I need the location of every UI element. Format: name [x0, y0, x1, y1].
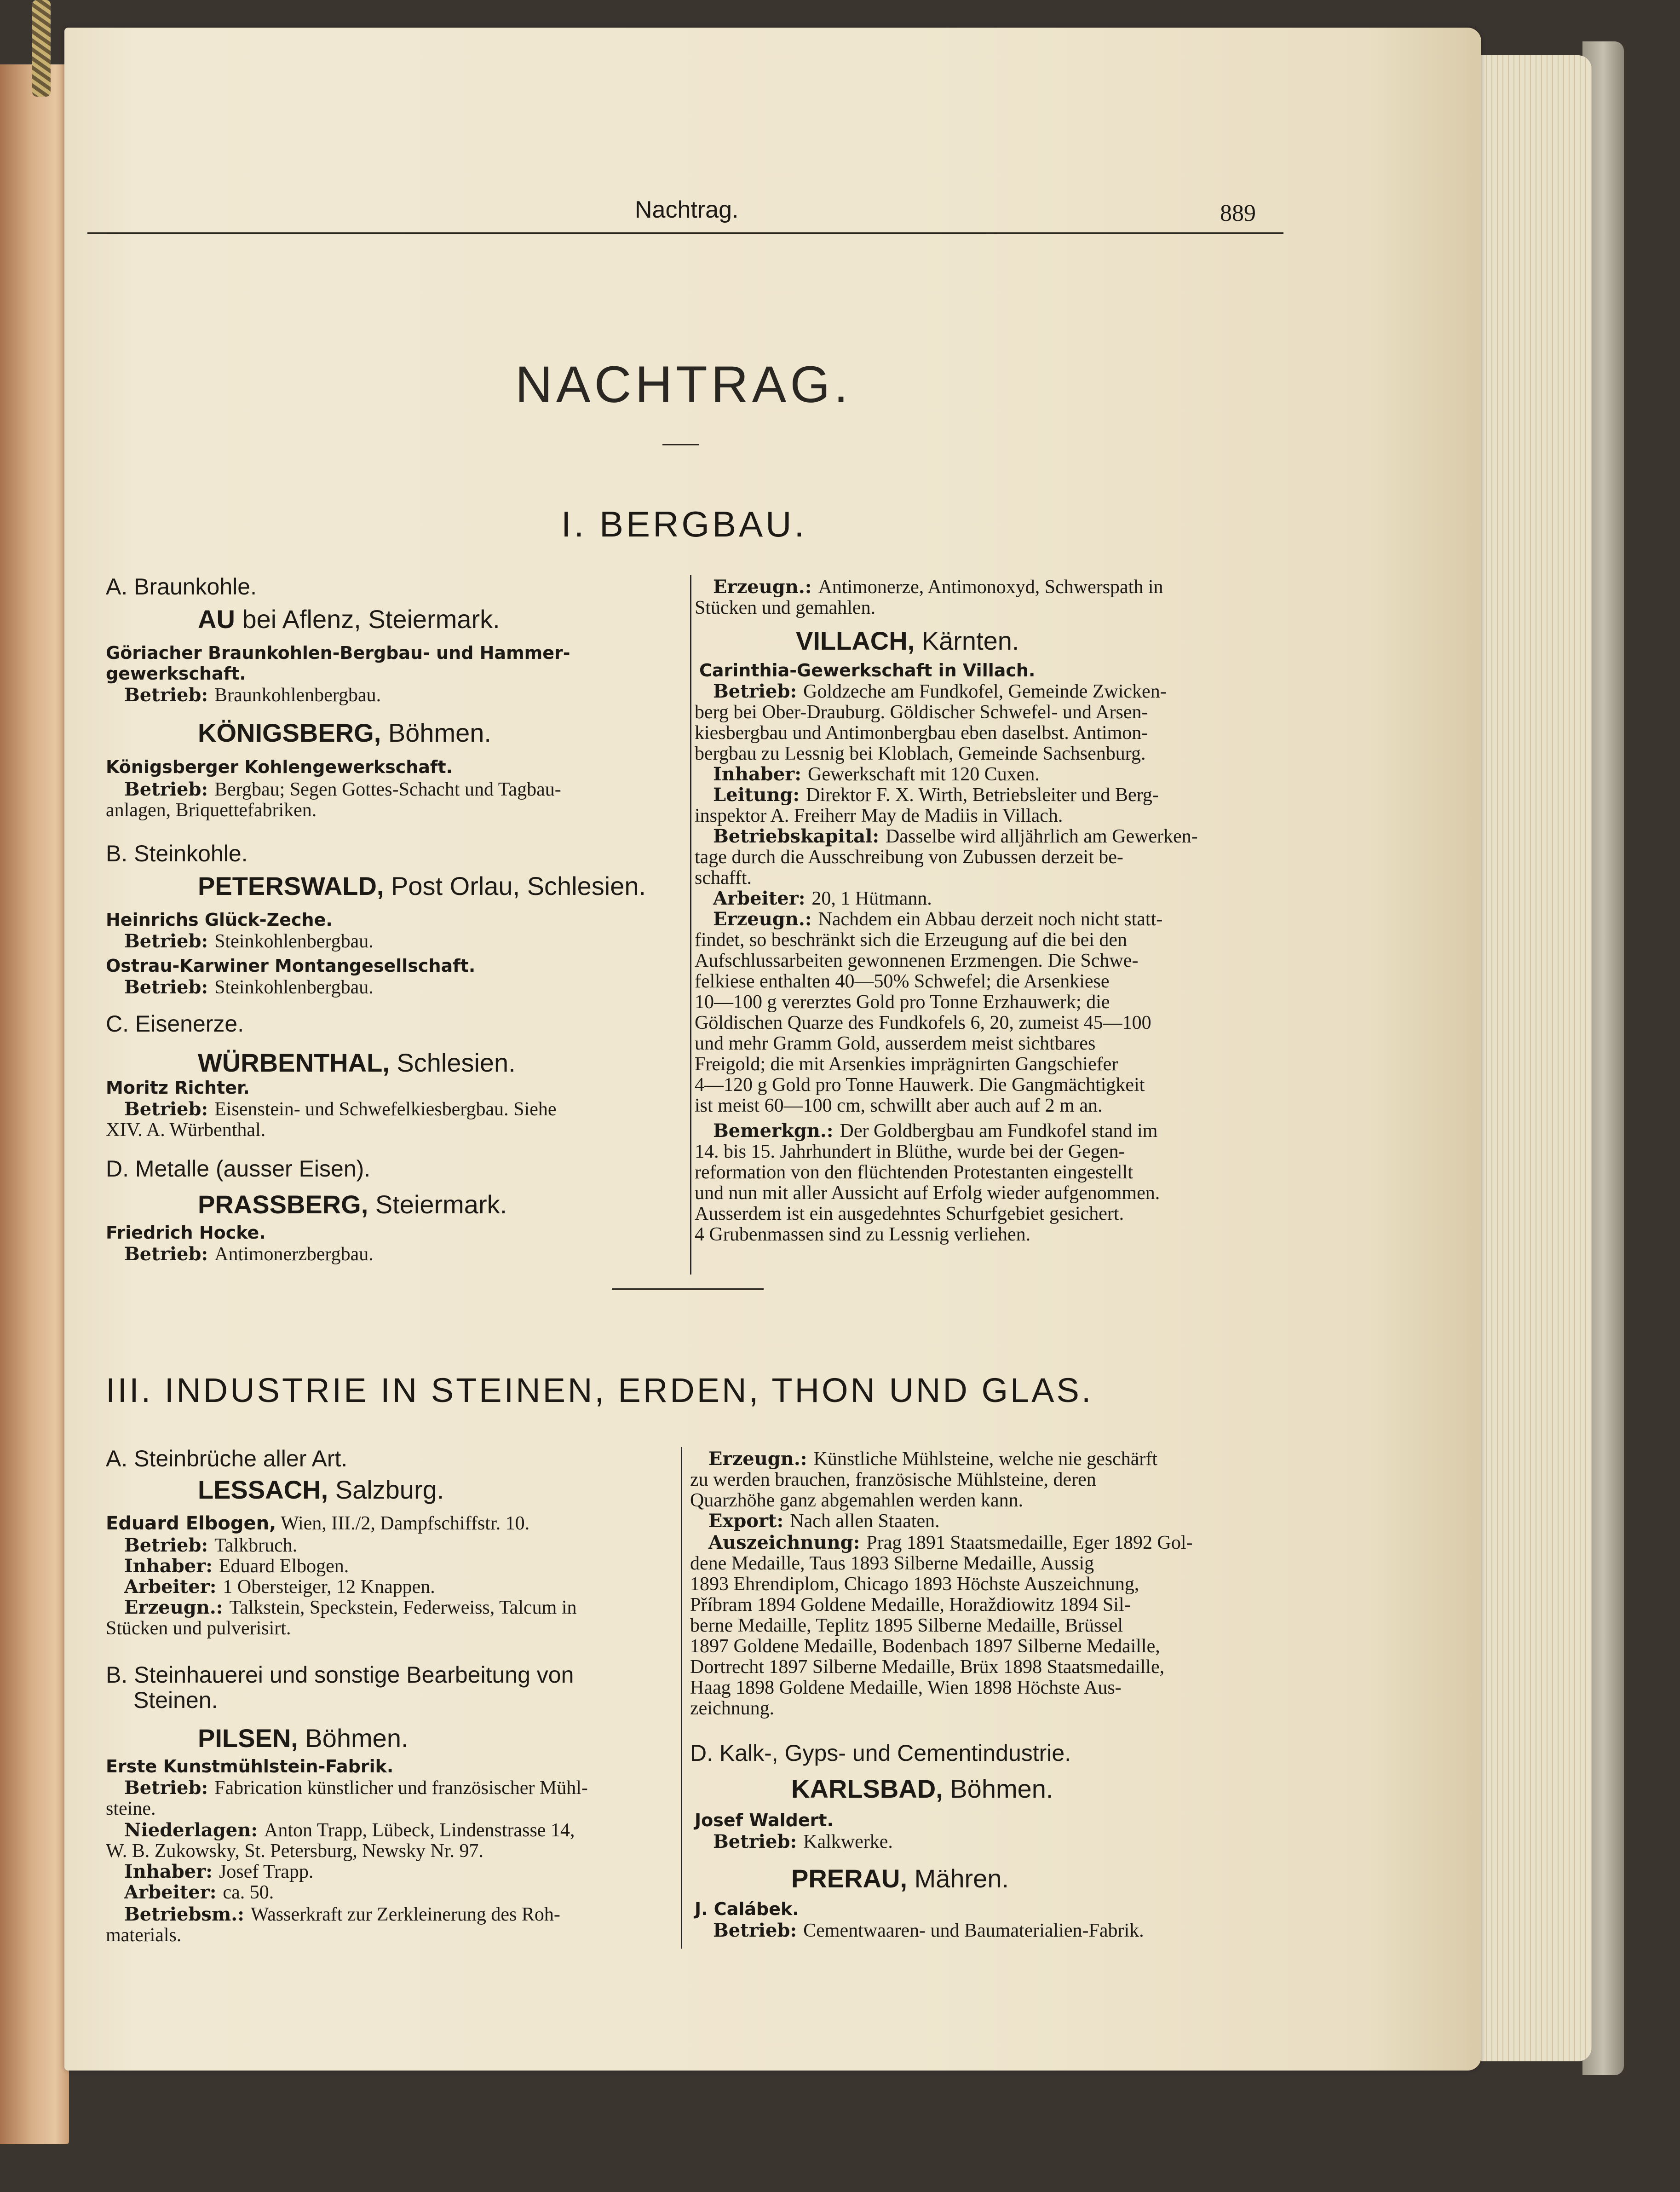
- entry-lessach-heading: [198, 1477, 444, 1503]
- city-prerau: PRERAU,: [791, 1864, 908, 1893]
- label-arbeiter: Arbeiter:: [124, 1576, 223, 1598]
- line-villach-inhaber: [713, 765, 1040, 784]
- line-au-betrieb: [124, 686, 381, 705]
- line-villach-erzeugn-10: ist meist 60—100 cm, schwillt aber auch auf 2 m an.: [695, 1095, 1103, 1116]
- line-wb-betrieb-2: XIV. A. Würbenthal.: [106, 1119, 266, 1141]
- line-villach-bemerkgn-1: [713, 1121, 1157, 1141]
- entry-villach-heading: [796, 628, 1019, 654]
- line-pilsen-auszeichnung-4: Příbram 1894 Goldene Medaille, Horaždiowitz 1894 Sil-: [690, 1594, 1131, 1615]
- label-betrieb: Betrieb:: [124, 1098, 215, 1120]
- label-betrieb: Betrieb:: [124, 1243, 215, 1265]
- line-villach-betrieb-4: bergbau zu Lessnig bei Kloblach, Gemeinde Sachsenburg.: [695, 743, 1146, 764]
- value-villach-arbeiter: 20, 1 Hütmann.: [811, 888, 932, 909]
- label-inhaber: Inhaber:: [713, 763, 808, 785]
- city-au: AU: [198, 605, 235, 634]
- firm-konigsberger: Königsberger Kohlengewerkschaft.: [106, 757, 453, 777]
- line-pilsen-inhaber: [124, 1862, 313, 1881]
- line-lessach-inhaber: [124, 1557, 349, 1576]
- label-erzeugn: Erzeugn.:: [713, 576, 818, 598]
- value-prerau-betrieb: Cementwaaren- und Baumaterialien-Fabrik.: [803, 1920, 1144, 1941]
- left-page-edge: [0, 64, 69, 2144]
- section-b-steinkohle: B. Steinkohle.: [106, 841, 248, 866]
- firm-heinrichs: Heinrichs Glück-Zeche.: [106, 910, 333, 930]
- line-pilsen-auszeichnung-2: dene Medaille, Taus 1893 Silberne Medaille, Aussig: [690, 1553, 1094, 1574]
- value-lessach-inhaber: Eduard Elbogen.: [219, 1556, 349, 1577]
- entry-konigsberg-heading: [198, 720, 491, 746]
- line-pilsen-niederlagen-2: W. B. Zukowsky, St. Petersburg, Newsky Nr. 97.: [106, 1840, 483, 1862]
- value-pilsen-betriebsm-1: Wasserkraft zur Zerkleinerung des Roh-: [250, 1904, 560, 1925]
- value-villach-erzeugn-1: Nachdem ein Abbau derzeit noch nicht statt-: [818, 909, 1163, 930]
- value-lessach-betrieb: Talkbruch.: [214, 1535, 298, 1556]
- region-peterswald: Post Orlau, Schlesien.: [384, 871, 646, 900]
- line-pilsen-erzeugn-2: zu werden brauchen, französische Mühlsteine, deren: [690, 1469, 1096, 1490]
- line-pilsen-auszeichnung-5: berne Medaille, Teplitz 1895 Silberne Medaille, Brüssel: [690, 1615, 1123, 1636]
- value-au-betrieb: Braunkohlenbergbau.: [214, 685, 381, 706]
- value-karlsbad-betrieb: Kalkwerke.: [803, 1831, 893, 1852]
- firm-goriacher-2: gewerkschaft.: [106, 663, 246, 684]
- section-separator-rule: [612, 1288, 764, 1290]
- region-au: bei Aflenz, Steiermark.: [235, 605, 500, 634]
- entry-pilsen-heading: [198, 1725, 408, 1752]
- label-betrieb: Betrieb:: [713, 1831, 804, 1852]
- value-pilsen-erzeugn-1: Künstliche Mühlsteine, welche nie geschärft: [813, 1448, 1158, 1470]
- value-villach-betrieb-1: Goldzeche am Fundkofel, Gemeinde Zwicken-: [803, 681, 1167, 702]
- line-villach-erzeugn-7: und mehr Gramm Gold, ausserdem meist sichtbares: [695, 1033, 1096, 1054]
- part3-heading: III. INDUSTRIE IN STEINEN, ERDEN, THON UND GLAS.: [106, 1371, 1093, 1409]
- section-d-kalk: D. Kalk-, Gyps- und Cementindustrie.: [690, 1740, 1071, 1766]
- line-villach-leitung-1: [713, 785, 1159, 805]
- region-konigsberg: Böhmen.: [381, 718, 491, 747]
- label-erzeugn: Erzeugn.:: [124, 1597, 230, 1618]
- line-villach-erzeugn-5: 10—100 g vererztes Gold pro Tonne Erzhauwerk; die: [695, 992, 1110, 1013]
- line-pilsen-auszeichnung-7: Dortrecht 1897 Silberne Medaille, Brüx 1898 Staatsmedaille,: [690, 1656, 1165, 1678]
- label-betrieb: Betrieb:: [713, 1920, 804, 1941]
- column-divider-part3: [681, 1447, 682, 1949]
- section-a-braunkohle: A. Braunkohle.: [106, 574, 257, 600]
- label-arbeiter: Arbeiter:: [124, 1881, 223, 1903]
- line-pilsen-niederlagen-1: [124, 1821, 575, 1840]
- line-erzeugn-2: Stücken und gemahlen.: [695, 597, 876, 618]
- entry-prassberg-heading: [198, 1192, 507, 1218]
- section-d-metalle: D. Metalle (ausser Eisen).: [106, 1156, 371, 1182]
- line-pilsen-erzeugn-3: Quarzhöhe ganz abgemahlen werden kann.: [690, 1490, 1024, 1511]
- line-kb-betrieb-2: anlagen, Briquettefabriken.: [106, 800, 317, 821]
- value-pilsen-export: Nach allen Staaten.: [790, 1511, 940, 1532]
- line-villach-erzeugn-3: Aufschlussarbeiten gewonnenen Erzmengen. Die Schwe-: [695, 950, 1139, 971]
- value-villach-inhaber: Gewerkschaft mit 120 Cuxen.: [807, 764, 1040, 785]
- label-erzeugn: Erzeugn.:: [708, 1448, 814, 1470]
- city-konigsberg: KÖNIGSBERG,: [198, 718, 381, 747]
- line-pilsen-auszeichnung-9: zeichnung.: [690, 1698, 775, 1719]
- line-kb-betrieb-1: [124, 780, 561, 799]
- city-pilsen: PILSEN,: [198, 1724, 298, 1753]
- header-rule: [87, 232, 1283, 234]
- value-pb-betrieb: Antimonerzbergbau.: [214, 1244, 374, 1265]
- section-b-steinhauerei-1: B. Steinhauerei und sonstige Bearbeitung von: [106, 1662, 574, 1688]
- line-pw-betrieb-1: [124, 932, 374, 951]
- label-auszeichnung: Auszeichnung:: [708, 1532, 867, 1553]
- line-erzeugn-1: [713, 577, 1163, 597]
- entry-wurbenthal-heading: [198, 1050, 516, 1076]
- line-villach-erzeugn-9: 4—120 g Gold pro Tonne Hauwerk. Die Gangmächtigkeit: [695, 1074, 1145, 1096]
- entry-prerau-heading: [791, 1866, 1009, 1892]
- value-villach-kapital-1: Dasselbe wird alljährlich am Gewerken-: [886, 826, 1198, 847]
- city-villach: VILLACH,: [796, 626, 915, 655]
- section-a-steinbruche: A. Steinbrüche aller Art.: [106, 1446, 348, 1471]
- label-inhaber: Inhaber:: [124, 1861, 219, 1882]
- firm-moritz-richter: Moritz Richter.: [106, 1078, 250, 1098]
- line-pilsen-auszeichnung-6: 1897 Goldene Medaille, Bodenbach 1897 Silberne Medaille,: [690, 1636, 1160, 1657]
- line-pilsen-export: [708, 1511, 940, 1531]
- line-pilsen-erzeugn-1: [708, 1449, 1157, 1469]
- firm-j-calabek: J. Calábek.: [695, 1899, 799, 1919]
- region-karlsbad: Böhmen.: [943, 1774, 1053, 1803]
- line-wb-betrieb-1: [124, 1100, 557, 1119]
- region-prerau: Mähren.: [907, 1864, 1009, 1893]
- label-betrieb: Betrieb:: [124, 976, 215, 998]
- line-villach-erzeugn-2: findet, so beschränkt sich die Erzeugung auf die bei den: [695, 929, 1128, 951]
- running-title: Nachtrag.: [635, 196, 739, 223]
- scanned-page: [64, 28, 1481, 2071]
- label-betrieb: Betrieb:: [124, 779, 215, 800]
- line-villach-betrieb-1: [713, 682, 1167, 701]
- line-villach-erzeugn-4: felkiese enthalten 40—50% Schwefel; die Arsenkiese: [695, 971, 1110, 992]
- bookmark-ribbon: [32, 0, 51, 97]
- label-leitung: Leitung:: [713, 784, 806, 806]
- main-title: NACHTRAG.: [515, 356, 852, 413]
- label-betriebsm: Betriebsm.:: [124, 1904, 251, 1925]
- line-villach-betrieb-2: berg bei Ober-Drauburg. Göldischer Schwefel- und Arsen-: [695, 702, 1148, 723]
- line-villach-bemerkgn-6: 4 Grubenmassen sind zu Lessnig verliehen.: [695, 1224, 1031, 1245]
- city-peterswald: PETERSWALD,: [198, 871, 384, 900]
- region-prassberg: Steiermark.: [368, 1190, 507, 1219]
- title-ornament: [662, 444, 699, 445]
- value-villach-leitung-1: Direktor F. X. Wirth, Betriebsleiter und Berg-: [806, 785, 1159, 806]
- line-villach-bemerkgn-2: 14. bis 15. Jahrhundert in Blüthe, wurde bei der Gegen-: [695, 1141, 1125, 1162]
- line-lessach-erzeugn-2: Stücken und pulverisirt.: [106, 1618, 291, 1639]
- entry-au-heading: [198, 606, 500, 633]
- value-kb-betrieb-1: Bergbau; Segen Gottes-Schacht und Tagbau-: [214, 779, 561, 800]
- value-pw-betrieb-2: Steinkohlenbergbau.: [214, 977, 374, 998]
- line-pilsen-auszeichnung-8: Haag 1898 Goldene Medaille, Wien 1898 Höchste Aus-: [690, 1677, 1122, 1698]
- label-bemerkgn: Bemerkgn.:: [713, 1120, 840, 1142]
- value-pilsen-inhaber: Josef Trapp.: [219, 1861, 314, 1882]
- label-betrieb: Betrieb:: [124, 1534, 215, 1556]
- city-karlsbad: KARLSBAD,: [791, 1774, 943, 1803]
- section-b-steinhauerei-2: Steinen.: [133, 1687, 218, 1713]
- value-pw-betrieb-1: Steinkohlenbergbau.: [214, 931, 374, 952]
- column-divider-part1: [690, 575, 691, 1275]
- label-betriebskapital: Betriebskapital:: [713, 825, 886, 847]
- line-pilsen-arbeiter: [124, 1883, 274, 1902]
- line-lessach-betrieb: [124, 1536, 297, 1555]
- line-pilsen-auszeichnung-3: 1893 Ehrendiplom, Chicago 1893 Höchste Auszeichnung,: [690, 1574, 1139, 1595]
- value-villach-bemerkgn-1: Der Goldbergbau am Fundkofel stand im: [840, 1120, 1158, 1142]
- line-villach-kapital-1: [713, 827, 1198, 846]
- entry-peterswald-heading: [198, 873, 646, 900]
- line-villach-kapital-2: tage durch die Ausschreibung von Zubussen derzeit be-: [695, 847, 1123, 868]
- label-erzeugn: Erzeugn.:: [713, 908, 818, 930]
- value-pilsen-betrieb-1: Fabrication künstlicher und französischer Mühl-: [214, 1777, 588, 1799]
- line-villach-bemerkgn-5: Ausserdem ist ein ausgedehntes Schurfgebiet gesichert.: [695, 1203, 1124, 1224]
- firm-ostrau-karwiner: Ostrau-Karwiner Montangesellschaft.: [106, 956, 476, 976]
- firm-goriacher-1: Göriacher Braunkohlen-Bergbau- und Hammer-: [106, 643, 570, 663]
- value-pilsen-arbeiter: ca. 50.: [223, 1882, 274, 1903]
- city-lessach: LESSACH,: [198, 1475, 328, 1504]
- region-lessach: Salzburg.: [328, 1475, 444, 1504]
- label-arbeiter: Arbeiter:: [713, 888, 812, 909]
- value-pilsen-auszeichnung-1: Prag 1891 Staatsmedaille, Eger 1892 Gol-: [866, 1532, 1193, 1553]
- city-wurbenthal: WÜRBENTHAL,: [198, 1048, 390, 1077]
- label-inhaber: Inhaber:: [124, 1555, 219, 1577]
- label-niederlagen: Niederlagen:: [124, 1819, 265, 1841]
- part1-heading: I. BERGBAU.: [561, 504, 807, 544]
- firm-josef-waldert: Josef Waldert.: [695, 1810, 834, 1830]
- line-lessach-arbeiter: [124, 1577, 435, 1597]
- line-pilsen-betrieb-1: [124, 1778, 588, 1798]
- label-betrieb: Betrieb:: [124, 1777, 215, 1799]
- line-pb-betrieb: [124, 1245, 374, 1264]
- line-lessach-firm: [106, 1514, 529, 1533]
- line-villach-bemerkgn-4: und nun mit aller Aussicht auf Erfolg wieder aufgenommen.: [695, 1183, 1160, 1204]
- label-betrieb: Betrieb:: [124, 684, 215, 706]
- line-villach-erzeugn-8: Freigold; die mit Arsenkies imprägnirten Gangschiefer: [695, 1054, 1118, 1075]
- label-betrieb: Betrieb:: [713, 681, 804, 702]
- value-lessach-address: Wien, III./2, Dampfschiffstr. 10.: [276, 1513, 530, 1534]
- value-lessach-arbeiter: 1 Obersteiger, 12 Knappen.: [223, 1576, 435, 1598]
- line-villach-arbeiter: [713, 889, 932, 908]
- section-c-eisenerze: C. Eisenerze.: [106, 1011, 244, 1037]
- line-villach-bemerkgn-3: reformation von den flüchtenden Protestanten eingestellt: [695, 1162, 1133, 1183]
- line-pw-betrieb-2: [124, 978, 374, 997]
- line-karlsbad-betrieb: [713, 1832, 893, 1852]
- line-pilsen-auszeichnung-1: [708, 1533, 1193, 1552]
- line-pilsen-betrieb-2: steine.: [106, 1798, 156, 1819]
- firm-eduard-elbogen: Eduard Elbogen,: [106, 1513, 276, 1534]
- city-prassberg: PRASSBERG,: [198, 1190, 368, 1219]
- region-wurbenthal: Schlesien.: [389, 1048, 516, 1077]
- value-wb-betrieb-1: Eisenstein- und Schwefelkiesbergbau. Siehe: [214, 1099, 557, 1120]
- line-prerau-betrieb: [713, 1921, 1144, 1940]
- line-villach-kapital-3: schafft.: [695, 867, 752, 888]
- firm-erste-kunstmuhlstein: Erste Kunstmühlstein-Fabrik.: [106, 1756, 394, 1777]
- label-export: Export:: [708, 1510, 790, 1532]
- label-betrieb: Betrieb:: [124, 930, 215, 952]
- page-number: 889: [1220, 200, 1256, 226]
- line-villach-betrieb-3: kiesbergbau und Antimonbergbau eben daselbst. Antimon-: [695, 722, 1148, 744]
- page-block-edges: [1481, 55, 1592, 2061]
- line-villach-leitung-2: inspektor A. Freiherr May de Madiis in Villach.: [695, 805, 1063, 826]
- value-pilsen-niederlagen-1: Anton Trapp, Lübeck, Lindenstrasse 14,: [264, 1820, 575, 1841]
- value-erzeugn-1: Antimonerze, Antimonoxyd, Schwerspath in: [818, 577, 1163, 598]
- region-pilsen: Böhmen.: [298, 1724, 408, 1753]
- line-villach-erzeugn-1: [713, 910, 1162, 929]
- line-pilsen-betriebsm-1: [124, 1905, 560, 1924]
- line-pilsen-betriebsm-2: materials.: [106, 1925, 182, 1946]
- firm-friedrich-hocke: Friedrich Hocke.: [106, 1223, 266, 1243]
- firm-carinthia: Carinthia-Gewerkschaft in Villach.: [699, 660, 1036, 681]
- line-lessach-erzeugn-1: [124, 1598, 577, 1617]
- entry-karlsbad-heading: [791, 1776, 1053, 1802]
- region-villach: Kärnten.: [915, 626, 1019, 655]
- line-villach-erzeugn-6: Göldischen Quarze des Fundkofels 6, 20, zumeist 45—100: [695, 1012, 1151, 1033]
- value-lessach-erzeugn-1: Talkstein, Speckstein, Federweiss, Talcum in: [229, 1597, 577, 1618]
